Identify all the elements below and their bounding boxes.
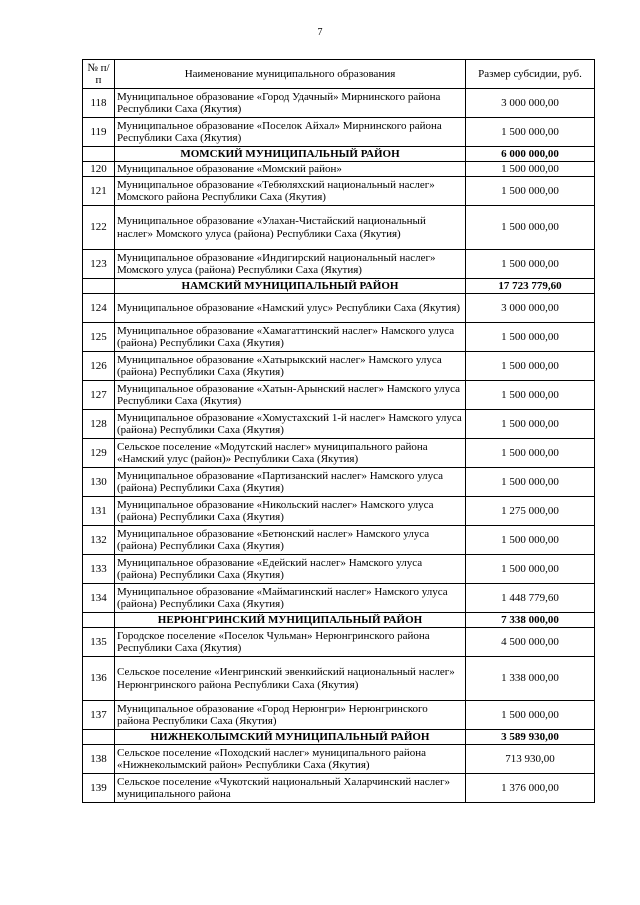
row-number: 120 xyxy=(83,162,115,177)
table-row xyxy=(83,352,595,381)
district-row xyxy=(83,147,595,162)
municipality-name: Муниципальное образование «Маймагинский наслег» Намского улуса (района) Республики Саха (Якутия) xyxy=(115,584,466,613)
subsidy-amount: 1 500 000,00 xyxy=(466,250,595,279)
row-number: 119 xyxy=(83,118,115,147)
row-number: 130 xyxy=(83,468,115,497)
row-number: 121 xyxy=(83,177,115,206)
table-row xyxy=(83,410,595,439)
subsidy-amount: 1 500 000,00 xyxy=(466,323,595,352)
table-row xyxy=(83,206,595,250)
municipality-name: Муниципальное образование «Хатын-Арынский наслег» Намского улуса Республики Саха (Якутия) xyxy=(115,381,466,410)
table-row xyxy=(83,177,595,206)
district-number-cell xyxy=(83,613,115,628)
municipality-name: Муниципальное образование «Хомустахский 1-й наслег» Намского улуса (района) Республики Саха (Якутия) xyxy=(115,410,466,439)
district-total: 17 723 779,60 xyxy=(466,279,595,294)
municipality-name: Муниципальное образование «Тебюляхский национальный наслег» Момского района Республики Саха (Якутия) xyxy=(115,177,466,206)
subsidy-amount: 1 500 000,00 xyxy=(466,381,595,410)
subsidy-amount: 1 500 000,00 xyxy=(466,526,595,555)
municipality-name: Муниципальное образование «Никольский наслег» Намского улуса (района) Республики Саха (Якутия) xyxy=(115,497,466,526)
table-row xyxy=(83,439,595,468)
table-row xyxy=(83,381,595,410)
subsidy-amount: 1 500 000,00 xyxy=(466,118,595,147)
district-name: НИЖНЕКОЛЫМСКИЙ МУНИЦИПАЛЬНЫЙ РАЙОН xyxy=(115,730,466,745)
row-number: 134 xyxy=(83,584,115,613)
table-row xyxy=(83,745,595,774)
row-number: 122 xyxy=(83,206,115,250)
table-header-row xyxy=(83,60,595,89)
municipality-name: Муниципальное образование «Бетюнский наслег» Намского улуса (района) Республики Саха (Якутия) xyxy=(115,526,466,555)
column-header-name: Наименование муниципального образования xyxy=(115,60,466,89)
district-total: 6 000 000,00 xyxy=(466,147,595,162)
municipality-name: Муниципальное образование «Партизанский наслег» Намского улуса (района) Республики Саха (Якутия) xyxy=(115,468,466,497)
row-number: 118 xyxy=(83,89,115,118)
municipality-name: Муниципальное образование «Намский улус» Республики Саха (Якутия) xyxy=(115,294,466,323)
municipality-name: Муниципальное образование «Улахан-Чистайский национальный наслег» Момского улуса (района) Республики Саха (Якутия) xyxy=(115,206,466,250)
subsidy-amount: 713 930,00 xyxy=(466,745,595,774)
row-number: 129 xyxy=(83,439,115,468)
row-number: 127 xyxy=(83,381,115,410)
district-row xyxy=(83,279,595,294)
district-number-cell xyxy=(83,147,115,162)
municipality-name: Сельское поселение «Иенгринский эвенкийский национальный наслег» Нерюнгринского района Республики Саха (Якутия) xyxy=(115,657,466,701)
municipality-name: Муниципальное образование «Едейский наслег» Намского улуса (района) Республики Саха (Якутия) xyxy=(115,555,466,584)
subsidy-amount: 1 275 000,00 xyxy=(466,497,595,526)
row-number: 133 xyxy=(83,555,115,584)
subsidy-amount: 3 000 000,00 xyxy=(466,89,595,118)
municipality-name: Муниципальное образование «Хамагаттинский наслег» Намского улуса (района) Республики Саха (Якутия) xyxy=(115,323,466,352)
subsidy-amount: 1 500 000,00 xyxy=(466,410,595,439)
page-number: 7 xyxy=(317,27,323,38)
subsidy-amount: 1 500 000,00 xyxy=(466,701,595,730)
municipality-name: Сельское поселение «Чукотский национальный Халарчинский наслег» муниципального района xyxy=(115,774,466,803)
municipality-name: Городское поселение «Поселок Чульман» Нерюнгринского района Республики Саха (Якутия) xyxy=(115,628,466,657)
row-number: 135 xyxy=(83,628,115,657)
municipality-name: Муниципальное образование «Индигирский национальный наслег» Момского улуса (района) Республики Саха (Якутия) xyxy=(115,250,466,279)
subsidy-amount: 1 500 000,00 xyxy=(466,555,595,584)
municipality-name: Сельское поселение «Модутский наслег» муниципального района «Намский улус (район)» Республики Саха (Якутия) xyxy=(115,439,466,468)
table-row xyxy=(83,657,595,701)
table-row xyxy=(83,526,595,555)
table-body xyxy=(83,89,595,803)
subsidy-amount: 1 500 000,00 xyxy=(466,439,595,468)
table-row xyxy=(83,294,595,323)
table-row xyxy=(83,323,595,352)
subsidy-amount: 1 500 000,00 xyxy=(466,352,595,381)
subsidy-amount: 1 500 000,00 xyxy=(466,162,595,177)
table-row xyxy=(83,162,595,177)
district-row xyxy=(83,730,595,745)
subsidy-amount: 1 338 000,00 xyxy=(466,657,595,701)
municipality-name: Муниципальное образование «Хатырыкский наслег» Намского улуса (района) Республики Саха (Якутия) xyxy=(115,352,466,381)
row-number: 137 xyxy=(83,701,115,730)
column-header-number: № п/п xyxy=(83,60,115,89)
table-row xyxy=(83,497,595,526)
row-number: 123 xyxy=(83,250,115,279)
row-number: 136 xyxy=(83,657,115,701)
subsidy-amount: 3 000 000,00 xyxy=(466,294,595,323)
municipality-name: Сельское поселение «Походский наслег» муниципального района «Нижнеколымский район» Республики Саха (Якутия) xyxy=(115,745,466,774)
subsidy-amount: 1 376 000,00 xyxy=(466,774,595,803)
table-row xyxy=(83,118,595,147)
subsidy-amount: 1 448 779,60 xyxy=(466,584,595,613)
table-row xyxy=(83,701,595,730)
subsidy-table xyxy=(82,59,595,803)
row-number: 126 xyxy=(83,352,115,381)
row-number: 132 xyxy=(83,526,115,555)
district-row xyxy=(83,613,595,628)
row-number: 131 xyxy=(83,497,115,526)
row-number: 128 xyxy=(83,410,115,439)
municipality-name: Муниципальное образование «Момский район» xyxy=(115,162,466,177)
district-total: 3 589 930,00 xyxy=(466,730,595,745)
municipality-name: Муниципальное образование «Поселок Айхал» Мирнинского района Республики Саха (Якутия) xyxy=(115,118,466,147)
district-name: МОМСКИЙ МУНИЦИПАЛЬНЫЙ РАЙОН xyxy=(115,147,466,162)
subsidy-amount: 1 500 000,00 xyxy=(466,177,595,206)
table-row xyxy=(83,628,595,657)
column-header-amount: Размер субсидии, руб. xyxy=(466,60,595,89)
subsidy-amount: 1 500 000,00 xyxy=(466,468,595,497)
district-name: НАМСКИЙ МУНИЦИПАЛЬНЫЙ РАЙОН xyxy=(115,279,466,294)
subsidy-amount: 4 500 000,00 xyxy=(466,628,595,657)
district-number-cell xyxy=(83,730,115,745)
table-row xyxy=(83,584,595,613)
district-name: НЕРЮНГРИНСКИЙ МУНИЦИПАЛЬНЫЙ РАЙОН xyxy=(115,613,466,628)
table-row xyxy=(83,555,595,584)
row-number: 125 xyxy=(83,323,115,352)
row-number: 139 xyxy=(83,774,115,803)
municipality-name: Муниципальное образование «Город Нерюнгри» Нерюнгринского района Республики Саха (Якутия) xyxy=(115,701,466,730)
subsidy-amount: 1 500 000,00 xyxy=(466,206,595,250)
row-number: 124 xyxy=(83,294,115,323)
district-total: 7 338 000,00 xyxy=(466,613,595,628)
table-row xyxy=(83,250,595,279)
table-row xyxy=(83,774,595,803)
table-row xyxy=(83,89,595,118)
row-number: 138 xyxy=(83,745,115,774)
table-row xyxy=(83,468,595,497)
district-number-cell xyxy=(83,279,115,294)
municipality-name: Муниципальное образование «Город Удачный» Мирнинского района Республики Саха (Якутия) xyxy=(115,89,466,118)
